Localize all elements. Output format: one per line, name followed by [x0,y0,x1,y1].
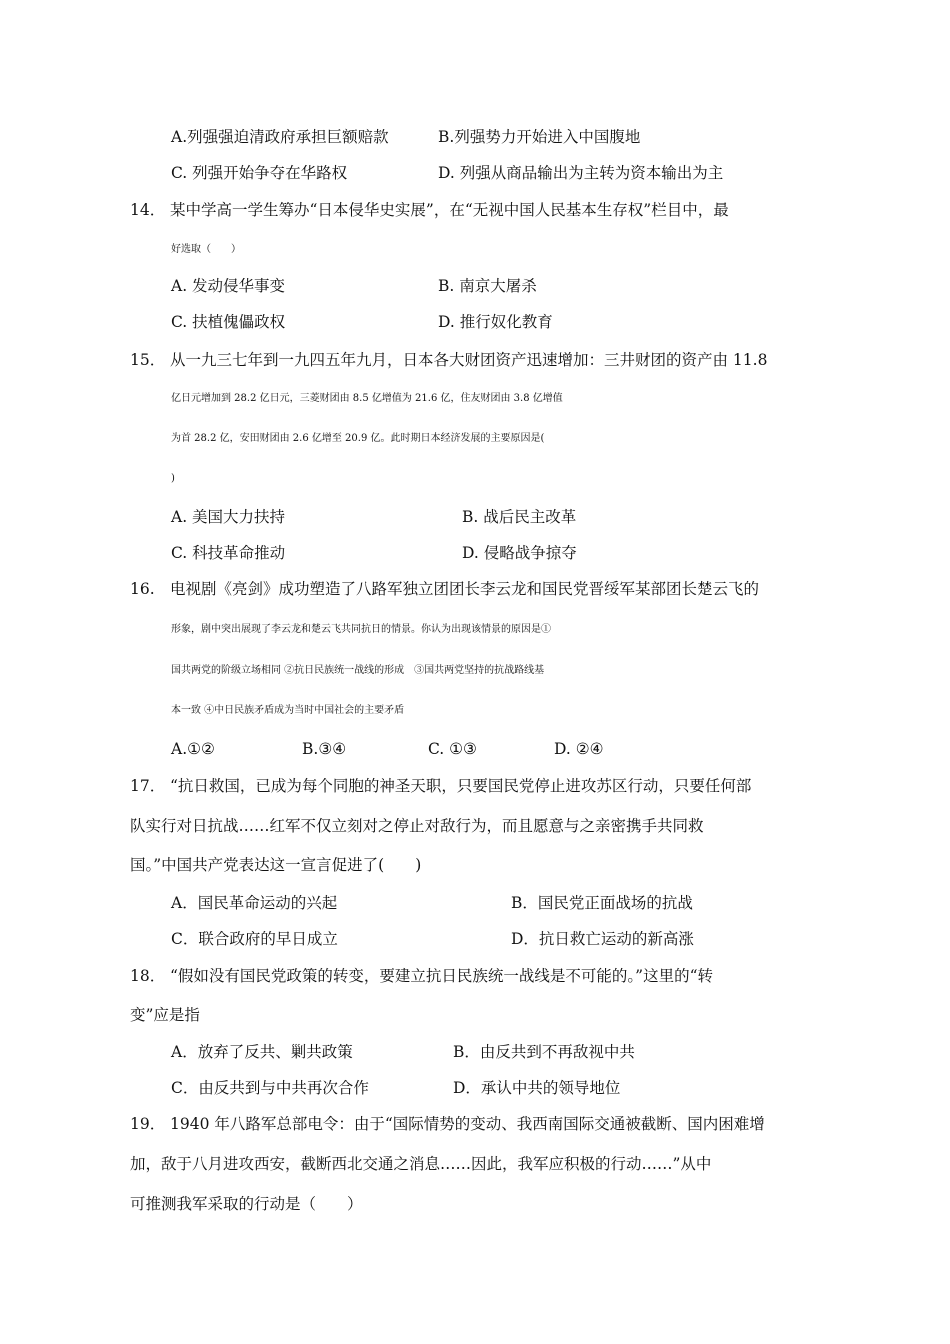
q16-option-b: B.③④ [302,740,347,758]
q15-option-d: D. 侵略战争掠夺 [462,544,577,562]
q15-options-row-1 [171,507,831,527]
q14-option-d: D. 推行奴化教育 [438,313,553,331]
q14-options-row-2 [171,312,831,332]
q14-line-1 [130,200,830,220]
q17-line-1 [130,776,830,796]
q15-text-1: 从一九三七年到一九四五年九月，日本各大财团资产迅速增加：三井财团的资产由 11.8 [170,351,768,369]
q17-option-a: A．国民革命运动的兴起 [171,894,338,912]
q15-option-c: C. 科技革命推动 [171,544,286,562]
q13-option-b: B.列强势力开始进入中国腹地 [438,128,641,146]
q14-option-b: B. 南京大屠杀 [438,277,537,295]
q17-text-1: “抗日救国，已成为每个同胞的神圣天职，只要国民党停止进攻苏区行动，只要任何部 [170,777,752,795]
q16-option-a: A.①② [171,740,215,758]
q15-line-3: 为首 28.2 亿，安田财团由 2.6 亿增至 20.9 亿。此时期日本经济发展的主要原因是( [171,433,545,444]
q18-option-d: D．承认中共的领导地位 [453,1079,621,1097]
q19-line-3: 可推测我军采取的行动是（ ） [130,1195,363,1213]
q16-option-d: D. ②④ [554,740,604,758]
q15-options-row-2 [171,543,831,563]
q15-option-a: A. 美国大力扶持 [171,508,286,526]
q16-text-1: 电视剧《亮剑》成功塑造了八路军独立团团长李云龙和国民党晋绥军某部团长楚云飞的 [170,580,760,598]
q17-line-3: 国。”中国共产党表达这一宣言促进了( ) [130,856,422,874]
q18-option-a: A．放弃了反共、剿共政策 [171,1043,353,1061]
q18-line-2: 变”应是指 [130,1006,200,1024]
q17-option-d: D．抗日救亡运动的新高涨 [511,930,694,948]
q16-line-3: 国共两党的阶级立场相同 ②抗日民族统一战线的形成 ③国共两党坚持的抗战路线基 [171,665,545,676]
q19-line-1 [130,1114,830,1134]
q15-number: 15． [130,351,166,369]
q18-text-1: “假如没有国民党政策的转变，要建立抗日民族统一战线是不可能的。”这里的“转 [170,967,714,985]
q14-option-c: C. 扶植傀儡政权 [171,313,286,331]
q18-options-row-1 [171,1042,831,1062]
q17-option-b: B．国民党正面战场的抗战 [511,894,693,912]
q16-line-1 [130,579,830,599]
q18-options-row-2 [171,1078,831,1098]
q16-line-2: 形象，剧中突出展现了李云龙和楚云飞共同抗日的情景。你认为出现该情景的原因是① [171,624,551,635]
q17-options-row-2 [171,929,831,949]
q13-options-row-2 [171,163,831,183]
q15-line-4: ) [171,473,175,484]
q19-number: 19． [130,1115,166,1133]
q13-option-a: A.列强强迫清政府承担巨额赔款 [171,128,389,146]
q17-option-c: C．联合政府的早日成立 [171,930,338,948]
q14-options-row-1 [171,276,831,296]
q14-option-a: A. 发动侵华事变 [171,277,286,295]
q13-options-row-1 [171,127,831,147]
q15-line-1 [130,350,830,370]
q16-option-c: C. ①③ [428,740,477,758]
q14-text-1: 某中学高一学生筹办“日本侵华史实展”，在“无视中国人民基本生存权”栏目中，最 [170,201,729,219]
q19-line-2: 加，敌于八月进攻西安，截断西北交通之消息……因此，我军应积极的行动……”从中 [130,1155,712,1173]
q16-options-row [171,739,831,759]
q18-number: 18． [130,967,166,985]
q13-option-c: C. 列强开始争夺在华路权 [171,164,348,182]
q17-options-row-1 [171,893,831,913]
q16-line-4: 本一致 ④中日民族矛盾成为当时中国社会的主要矛盾 [171,705,405,716]
q15-line-2: 亿日元增加到 28.2 亿日元，三菱财团由 8.5 亿增值为 21.6 亿，住友财团由 3.8 亿增值 [171,393,563,404]
q13-option-d: D. 列强从商品输出为主转为资本输出为主 [438,164,724,182]
q15-option-b: B. 战后民主改革 [462,508,577,526]
q19-text-1: 1940 年八路军总部电令：由于“国际情势的变动、我西南国际交通被截断、国内困难增 [170,1115,765,1133]
q17-line-2: 队实行对日抗战……红军不仅立刻对之停止对敌行为，而且愿意与之亲密携手共同救 [130,817,704,835]
q16-number: 16. [130,580,155,598]
q18-line-1 [130,966,830,986]
q14-number: 14． [130,201,166,219]
q18-option-c: C．由反共到与中共再次合作 [171,1079,369,1097]
q18-option-b: B．由反共到不再敌视中共 [453,1043,635,1061]
q17-number: 17． [130,777,166,795]
q14-line-2: 好选取（ ） [171,244,241,255]
